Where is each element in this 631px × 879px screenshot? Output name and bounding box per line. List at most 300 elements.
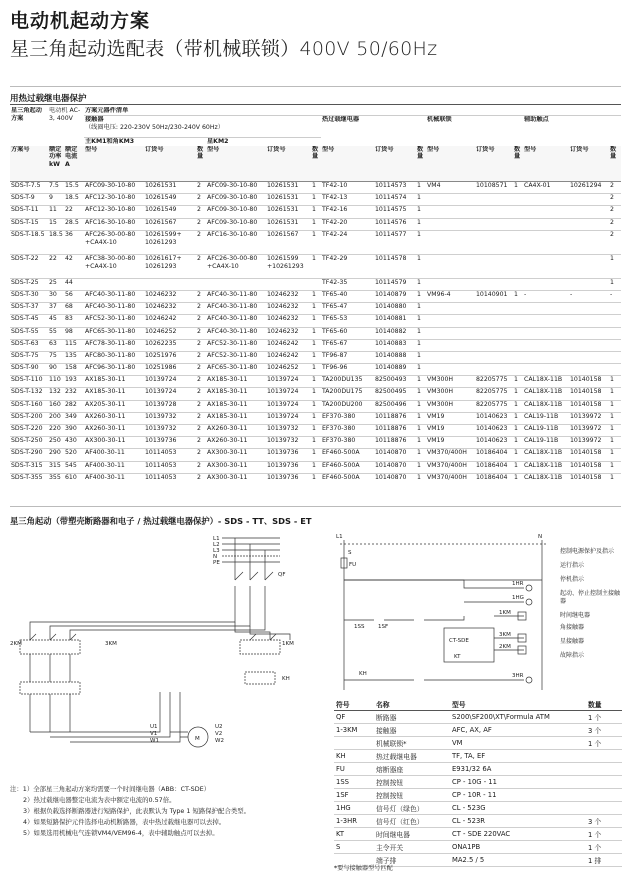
table-cell: 1 <box>416 290 426 302</box>
table-cell: 1 <box>416 182 426 194</box>
table-cell: AX300-30-11 <box>206 473 266 485</box>
col-model: 型号 <box>523 146 569 182</box>
table-cell: AFC40-30-11-80 <box>84 303 144 315</box>
table-cell: 1 <box>311 425 321 437</box>
legend-cell: CL - 523G <box>450 802 586 815</box>
table-cell: 1 <box>311 412 321 424</box>
table-cell <box>84 278 144 290</box>
legend-row <box>334 789 622 802</box>
col-qty: 数量 <box>609 146 621 182</box>
legend-cell: QF <box>334 711 374 724</box>
col-current: 额定电流 A <box>64 146 84 182</box>
ctrl-label-fu: FU <box>349 562 357 568</box>
label-pe: PE <box>213 560 220 566</box>
table-cell: 2 <box>609 182 621 194</box>
coil-voltage: （线圈电压: 220-230V 50Hz/230-240V 60Hz） <box>85 123 224 131</box>
table-cell <box>523 303 569 315</box>
legend-cell: 3 个 <box>586 815 622 828</box>
table-cell <box>609 351 621 363</box>
table-cell: VM300H <box>426 400 475 412</box>
table-cell: AX205-30-11 <box>84 400 144 412</box>
ctrl-label-1hg: 1HG <box>512 595 524 601</box>
legend-table <box>334 698 622 867</box>
table-cell <box>513 315 523 327</box>
table-cell: 1 <box>513 437 523 449</box>
table-cell: 1 <box>416 461 426 473</box>
table-cell: 10139732 <box>266 425 311 437</box>
table-cell: 2 <box>196 230 206 254</box>
table-cell <box>426 230 475 254</box>
col-model: 型号 <box>84 146 144 182</box>
table-cell: CAL18X-11B <box>523 400 569 412</box>
table-cell: 10262235 <box>144 339 196 351</box>
table-cell: 2 <box>196 412 206 424</box>
legend-cell: 主令开关 <box>374 841 450 854</box>
table-cell: 1 <box>513 473 523 485</box>
table-cell: AFC40-30-11-80 <box>206 315 266 327</box>
table-cell: TF65-40 <box>321 290 374 302</box>
table-cell: VM300H <box>426 376 475 388</box>
table-cell: 82500493 <box>374 376 416 388</box>
table-cell: SDS-T-200 <box>10 412 48 424</box>
table-cell: 10114576 <box>374 218 416 230</box>
table-cell: VM19 <box>426 412 475 424</box>
label-w1: W1 <box>150 738 159 744</box>
table-cell: 520 <box>64 449 84 461</box>
legend-cell: 1 个 <box>586 737 622 750</box>
table-cell: 1 <box>609 278 621 290</box>
table-cell: 10139972 <box>569 425 609 437</box>
col-qty: 数量 <box>416 146 426 182</box>
table-cell: 115 <box>64 339 84 351</box>
table-cell: 1 <box>416 376 426 388</box>
legend-cell: CL - 523R <box>450 815 586 828</box>
table-cell: 10139732 <box>144 412 196 424</box>
table-cell: 10186404 <box>475 473 513 485</box>
table-cell <box>569 206 609 218</box>
legend-cell: KH <box>334 750 374 763</box>
table-cell <box>569 194 609 206</box>
table-cell <box>206 278 266 290</box>
table-cell <box>569 303 609 315</box>
table-cell: 10140881 <box>374 315 416 327</box>
label-kh: KH <box>282 676 290 682</box>
legend-cell: 1-3HR <box>334 815 374 828</box>
table-cell: CA4X-01 <box>523 182 569 194</box>
table-cell: 83 <box>64 315 84 327</box>
table-header-row <box>10 115 621 137</box>
table-cell: SDS-T-315 <box>10 461 48 473</box>
contactor-title: 接触器 <box>85 115 104 123</box>
table-cell: SDS-T-110 <box>10 376 48 388</box>
table-cell: AFC09-30-10-80 <box>84 182 144 194</box>
label-n: N <box>213 554 218 560</box>
table-cell: - <box>569 290 609 302</box>
table-cell: 1 <box>416 206 426 218</box>
table-row <box>10 351 621 363</box>
ctrl-label-n: N <box>538 534 543 540</box>
table-cell: CAL19-11B <box>523 437 569 449</box>
table-cell: AFC40-30-11-80 <box>206 290 266 302</box>
side-label: 停机指示 <box>560 576 585 583</box>
table-cell: 158 <box>64 364 84 376</box>
table-cell: AX185-30-11 <box>206 412 266 424</box>
table-cell: 2 <box>609 230 621 254</box>
table-cell: 390 <box>64 425 84 437</box>
table-cell <box>475 303 513 315</box>
table-cell <box>513 351 523 363</box>
relay-header: 热过载继电器 <box>322 115 360 123</box>
table-cell: 10261549 <box>144 206 196 218</box>
table-cell: 10139724 <box>144 388 196 400</box>
ctrl-label-2km: 2KM <box>499 644 511 650</box>
table-cell <box>475 194 513 206</box>
table-cell: EF460-500A <box>321 461 374 473</box>
table-cell: SDS-T-22 <box>10 254 48 278</box>
table-cell: 2 <box>609 206 621 218</box>
table-cell: 1 <box>311 290 321 302</box>
table-header-row <box>10 137 621 145</box>
table-cell <box>523 230 569 254</box>
table-cell: 10246232 <box>266 315 311 327</box>
table-cell: 10246232 <box>144 303 196 315</box>
table-cell: TF42-35 <box>321 278 374 290</box>
legend-row <box>334 737 622 750</box>
table-cell <box>569 254 609 278</box>
legend-cell: 信号灯（绿色） <box>374 802 450 815</box>
label-l3: L3 <box>213 548 220 554</box>
table-cell <box>569 315 609 327</box>
table-cell: 2 <box>196 473 206 485</box>
table-cell <box>475 218 513 230</box>
table-cell: 10261599 +10261293 <box>266 254 311 278</box>
table-cell: 15 <box>48 218 64 230</box>
table-cell: 1 <box>416 412 426 424</box>
table-cell: AFC52-30-11-80 <box>206 339 266 351</box>
table-cell: 1 <box>609 425 621 437</box>
table-cell: AFC16-30-10-80 <box>84 218 144 230</box>
col-motor: 电动机 AC-3, 400V <box>49 107 81 122</box>
table-cell: SDS-T-220 <box>10 425 48 437</box>
legend-cell: CP - 10G - 11 <box>450 776 586 789</box>
table-cell: 1 <box>513 461 523 473</box>
table-cell: 232 <box>64 388 84 400</box>
col-qty: 数量 <box>311 146 321 182</box>
ctrl-label-1km: 1KM <box>499 610 511 616</box>
table-cell: 1 <box>416 315 426 327</box>
table-cell: 1 <box>416 230 426 254</box>
table-cell: 315 <box>48 461 64 473</box>
legend-cell: FU <box>334 763 374 776</box>
table-cell: 1 <box>311 388 321 400</box>
table-cell: 10140870 <box>374 449 416 461</box>
table-cell <box>426 194 475 206</box>
table-cell: CAL18X-11B <box>523 473 569 485</box>
table-cell: 10114578 <box>374 254 416 278</box>
table-row <box>10 194 621 206</box>
legend-header: 符号 <box>334 698 374 711</box>
ctrl-label-1hr: 1HR <box>512 581 524 587</box>
table-cell: AX185-30-11 <box>84 388 144 400</box>
table-cell <box>475 230 513 254</box>
table-cell: 10246242 <box>266 339 311 351</box>
table-cell: 610 <box>64 473 84 485</box>
table-cell: 110 <box>48 376 64 388</box>
table-cell: 282 <box>64 400 84 412</box>
table-cell: TF42-24 <box>321 230 374 254</box>
table-cell: 10140623 <box>475 412 513 424</box>
col-order: 订货号 <box>475 146 513 182</box>
table-cell: AX185-30-11 <box>206 376 266 388</box>
table-cell: 2 <box>196 339 206 351</box>
table-cell: 10140883 <box>374 339 416 351</box>
table-cell <box>523 327 569 339</box>
table-cell: 1 <box>609 461 621 473</box>
table-row <box>10 412 621 424</box>
table-cell: AFC40-30-11-80 <box>206 303 266 315</box>
col-order: 订货号 <box>144 146 196 182</box>
table-cell: 10139736 <box>266 473 311 485</box>
table-cell <box>475 206 513 218</box>
legend-cell: 控制按钮 <box>374 776 450 789</box>
ctrl-label-s: S <box>348 550 352 556</box>
table-cell: 10261599+ 10261293 <box>144 230 196 254</box>
label-u1: U1 <box>150 724 158 730</box>
table-cell: 10139732 <box>266 437 311 449</box>
table-cell: SDS-T-355 <box>10 473 48 485</box>
table-cell: 2 <box>196 376 206 388</box>
control-circuit-diagram <box>334 530 559 694</box>
legend-cell: 时间继电器 <box>374 828 450 841</box>
table-cell <box>426 254 475 278</box>
label-v1: V1 <box>150 731 158 737</box>
table-cell: 82500495 <box>374 388 416 400</box>
legend-header: 型号 <box>450 698 586 711</box>
table-cell: 82205775 <box>475 400 513 412</box>
table-cell <box>513 194 523 206</box>
ctrl-label-1sf: 1SF <box>378 624 389 630</box>
table-cell: 10114574 <box>374 194 416 206</box>
legend-row <box>334 763 622 776</box>
table-cell: 2 <box>196 425 206 437</box>
table-cell: 44 <box>64 278 84 290</box>
table-cell: 68 <box>64 303 84 315</box>
table-cell: 1 <box>609 437 621 449</box>
table-cell: 1 <box>513 376 523 388</box>
table-cell: 10246232 <box>266 327 311 339</box>
table-cell: SDS-T-90 <box>10 364 48 376</box>
table-cell: CAL19-11B <box>523 425 569 437</box>
table-cell: 10261531 <box>266 218 311 230</box>
table-cell: 22 <box>48 254 64 278</box>
table-cell: 2 <box>196 206 206 218</box>
legend-row <box>334 776 622 789</box>
legend-cell: ONA1PB <box>450 841 586 854</box>
mech-header: 机械联锁 <box>427 115 452 123</box>
legend-cell: S <box>334 841 374 854</box>
contactor-header <box>84 115 321 137</box>
table-row <box>10 449 621 461</box>
table-row <box>10 400 621 412</box>
table-cell: AFC38-30-00-80 +CA4X-10 <box>84 254 144 278</box>
table-cell: 10139724 <box>144 376 196 388</box>
table-cell <box>513 230 523 254</box>
legend-cell: 热过载继电器 <box>374 750 450 763</box>
table-cell: 9 <box>48 194 64 206</box>
table-cell: 1 <box>513 412 523 424</box>
table-cell: 10261617+ 10261293 <box>144 254 196 278</box>
table-cell: AX300-30-11 <box>84 437 144 449</box>
table-cell: 10140623 <box>475 425 513 437</box>
table-cell <box>426 351 475 363</box>
table-cell: AFC40-30-11-80 <box>206 327 266 339</box>
table-cell <box>609 315 621 327</box>
table-cell: 10261294 <box>569 182 609 194</box>
ctrl-label-kh: KH <box>359 671 367 677</box>
table-cell: 2 <box>196 290 206 302</box>
table-cell <box>426 315 475 327</box>
table-cell: TA200DU175 <box>321 388 374 400</box>
table-row <box>10 206 621 218</box>
table-cell: SDS-T-45 <box>10 315 48 327</box>
table-cell: 1 <box>311 182 321 194</box>
table-cell: 10261567 <box>144 218 196 230</box>
table-cell: 1 <box>609 412 621 424</box>
legend-row <box>334 750 622 763</box>
legend-cell <box>334 737 374 750</box>
table-cell <box>513 206 523 218</box>
table-cell: 193 <box>64 376 84 388</box>
table-cell: 10140882 <box>374 327 416 339</box>
table-cell: 1 <box>311 400 321 412</box>
legend-row <box>334 841 622 854</box>
table-cell: 1 <box>513 182 523 194</box>
label-l1: L1 <box>213 536 220 542</box>
label-m: M <box>195 736 200 742</box>
ctrl-label-l1: L1 <box>336 534 343 540</box>
table-row <box>10 278 621 290</box>
table-cell: AFC40-30-11-80 <box>84 290 144 302</box>
legend-cell: 1SF <box>334 789 374 802</box>
table-cell: AX260-30-11 <box>206 425 266 437</box>
table-cell: AFC09-30-10-80 <box>206 206 266 218</box>
table-cell: 56 <box>64 290 84 302</box>
table-cell: 2 <box>196 437 206 449</box>
side-label: 起动、停止控制主接触器 <box>560 590 621 605</box>
table-cell: 10108571 <box>475 182 513 194</box>
table-cell: 1 <box>311 351 321 363</box>
table-cell: 18.5 <box>48 230 64 254</box>
legend-cell: 断路器 <box>374 711 450 724</box>
table-cell: 45 <box>48 315 64 327</box>
table-row <box>10 315 621 327</box>
table-cell: VM19 <box>426 437 475 449</box>
table-cell: AFC09-30-10-80 <box>206 182 266 194</box>
table-cell: 75 <box>48 351 64 363</box>
table-cell: 82205775 <box>475 376 513 388</box>
legend-cell: 3 个 <box>586 724 622 737</box>
table-cell <box>311 278 321 290</box>
table-cell: 545 <box>64 461 84 473</box>
table-cell: 10114053 <box>144 473 196 485</box>
table-cell: 430 <box>64 437 84 449</box>
table-cell: AF400-30-11 <box>84 449 144 461</box>
table-cell: 1 <box>311 206 321 218</box>
km2-header: 星KM2 <box>206 137 321 145</box>
table-cell: SDS-T-132 <box>10 388 48 400</box>
table-cell <box>523 194 569 206</box>
table-cell: 82500496 <box>374 400 416 412</box>
table-cell: 10246232 <box>144 290 196 302</box>
legend-body <box>334 698 622 867</box>
table-cell: AFC65-30-11-80 <box>84 327 144 339</box>
table-cell: CAL18X-11B <box>523 461 569 473</box>
table-cell: TF42-13 <box>321 194 374 206</box>
table-cell: 10261549 <box>144 194 196 206</box>
page-title: 电动机起动方案 <box>10 10 151 32</box>
table-cell: 36 <box>64 230 84 254</box>
table-cell: 10186404 <box>475 461 513 473</box>
table-cell <box>569 218 609 230</box>
table-cell: 7.5 <box>48 182 64 194</box>
table-cell: CAL18X-11B <box>523 449 569 461</box>
table-cell: AX300-30-11 <box>206 449 266 461</box>
table-cell: 2 <box>609 218 621 230</box>
table-cell: VM370/400H <box>426 449 475 461</box>
table-cell: SDS-T-63 <box>10 339 48 351</box>
col-scheme: 星三角起动方案 <box>11 107 42 122</box>
table-row <box>10 182 621 194</box>
table-cell: EF460-500A <box>321 449 374 461</box>
table-cell: 10140158 <box>569 376 609 388</box>
table-cell: 1 <box>311 339 321 351</box>
legend-row <box>334 828 622 841</box>
table-cell: 1 <box>416 327 426 339</box>
table-cell: 250 <box>48 437 64 449</box>
table-cell: 2 <box>196 449 206 461</box>
legend-cell: 控制按钮 <box>374 789 450 802</box>
table-cell: 10261531 <box>266 182 311 194</box>
table-cell: 10246232 <box>266 290 311 302</box>
table-cell: 10114053 <box>144 449 196 461</box>
table-cell: 10140158 <box>569 449 609 461</box>
section-rule <box>10 506 621 507</box>
table-cell: SDS-T-250 <box>10 437 48 449</box>
table-cell: 1 <box>513 425 523 437</box>
table-cell <box>144 278 196 290</box>
table-cell: 37 <box>48 303 64 315</box>
table-row <box>10 376 621 388</box>
table-cell: CAL18X-11B <box>523 376 569 388</box>
table-cell: 2 <box>196 461 206 473</box>
table-cell: AFC09-30-10-80 <box>206 194 266 206</box>
legend-cell: 1 排 <box>586 854 622 867</box>
table-cell: TF65-60 <box>321 327 374 339</box>
table-cell <box>523 206 569 218</box>
table-header-row <box>10 107 621 115</box>
table-row <box>10 437 621 449</box>
table-cell <box>569 230 609 254</box>
label-km2: 2KM <box>10 641 22 647</box>
note: 2）热过载继电器整定电流为表中额定电流的0.57倍。 <box>23 796 176 804</box>
table-cell: 132 <box>48 388 64 400</box>
table-cell: 1 <box>513 388 523 400</box>
legend-cell: MA2.5 / 5 <box>450 854 586 867</box>
table-cell: - <box>609 290 621 302</box>
table-cell: 2 <box>609 194 621 206</box>
table-cell <box>609 339 621 351</box>
table-cell: SDS-T-25 <box>10 278 48 290</box>
